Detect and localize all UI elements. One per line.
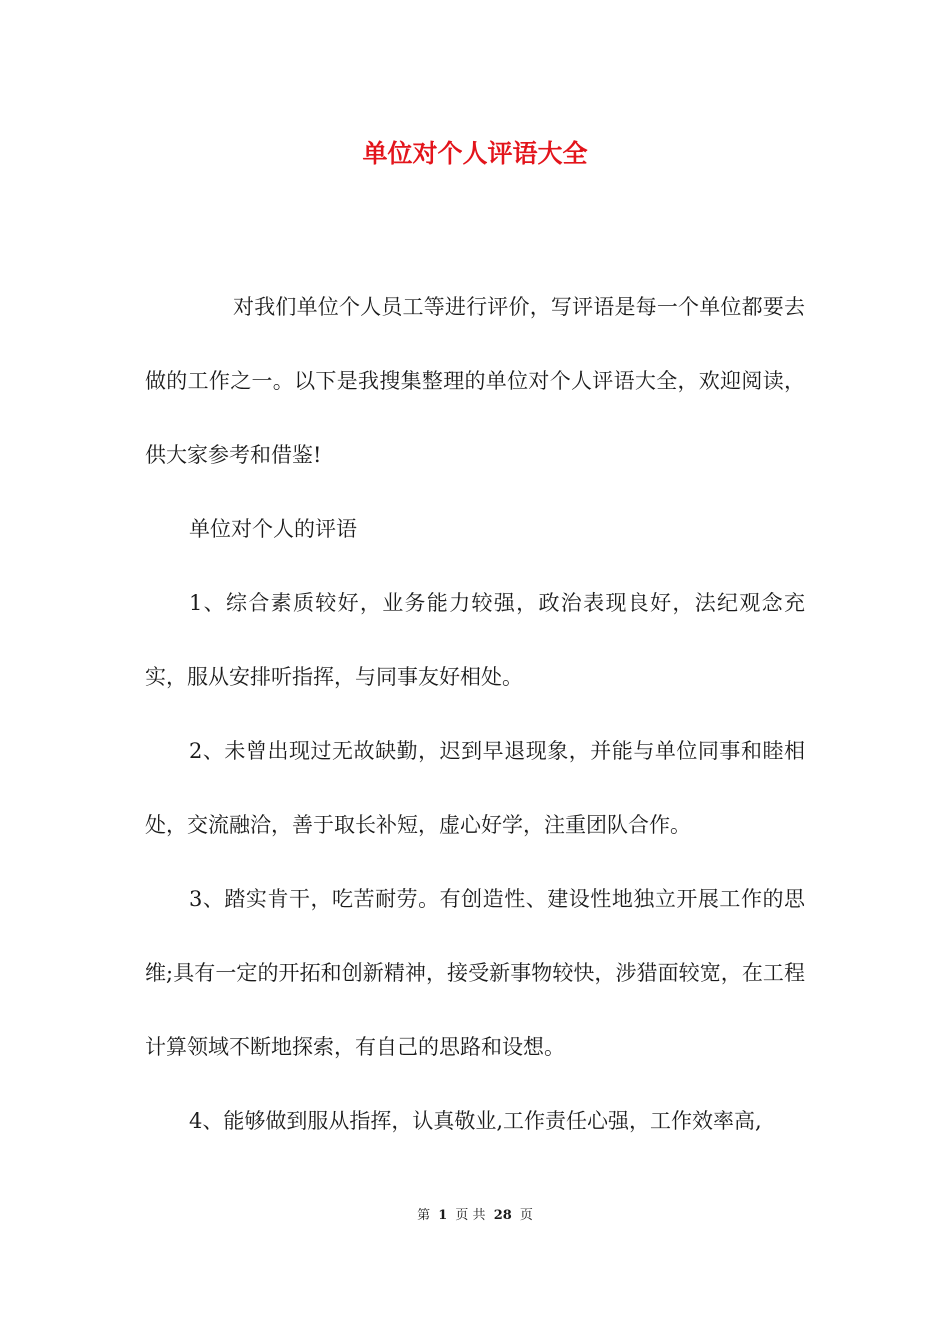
list-item: 4、能够做到服从指挥，认真敬业,工作责任心强，工作效率高, <box>189 1109 762 1133</box>
intro-paragraph: 对我们单位个人员工等进行评价，写评语是每一个单位都要去做的工作之一。以下是我搜集整理的单位对个人评语大全，欢迎阅读，供大家参考和借鉴! <box>145 295 805 467</box>
document-title: 单位对个人评语大全 <box>362 139 588 168</box>
footer-suffix: 页 <box>519 1208 533 1223</box>
footer-prefix: 第 <box>417 1208 431 1223</box>
list-item: 2、未曾出现过无故缺勤，迟到早退现象，并能与单位同事和睦相处，交流融洽，善于取长补短，虚心好学，注重团队合作。 <box>145 739 805 837</box>
footer-middle: 页 共 <box>455 1208 486 1223</box>
list-item: 1、综合素质较好，业务能力较强，政治表现良好，法纪观念充实，服从安排听指挥，与同事友好相处。 <box>145 591 805 689</box>
document-body <box>145 270 805 1158</box>
section-heading: 单位对个人的评语 <box>189 517 357 541</box>
total-pages-number: 28 <box>493 1208 512 1223</box>
list-item: 3、踏实肯干，吃苦耐劳。有创造性、建设性地独立开展工作的思维;具有一定的开拓和创新精神，接受新事物较快，涉猎面较宽，在工程计算领域不断地探索，有自己的思路和设想。 <box>145 887 805 1059</box>
page-footer <box>0 1206 950 1226</box>
current-page-number: 1 <box>438 1208 448 1223</box>
